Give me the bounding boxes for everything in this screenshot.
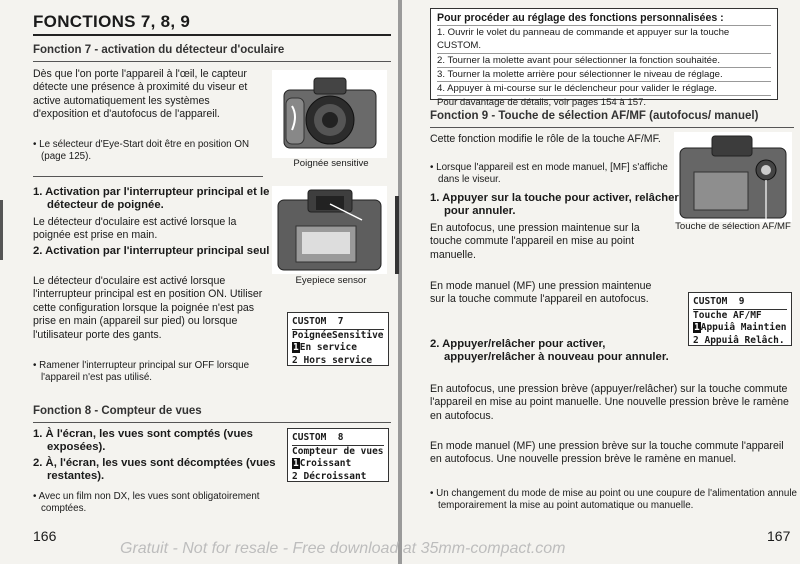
lcd-header: CUSTOM 7 — [292, 316, 384, 330]
procedure-box-title: Pour procéder au réglage des fonctions personnalisées : — [437, 12, 724, 24]
lcd-line-title: Touche AF/MF — [693, 309, 762, 321]
procedure-reference: Pour davantage de détails, voir pages 154 à 157. — [437, 95, 771, 109]
step-2-heading: 2. Appuyer/relâcher pour activer, appuyer/relâcher à nouveau pour annuler. — [430, 338, 669, 364]
step-2-heading: 2. À, l'écran, les vues sont décomptées (vues restantes). — [33, 457, 276, 483]
step-1-heading: 1. Activation par l'interrupteur principal et le détecteur de poignée. — [33, 186, 270, 212]
page-number-left: 166 — [33, 528, 57, 544]
procedure-box — [430, 8, 778, 109]
page-title: FONCTIONS 7, 8, 9 — [33, 12, 191, 31]
section-heading-fonction-7: Fonction 7 - activation du détecteur d'oculaire — [33, 44, 285, 56]
section-rule — [33, 176, 263, 177]
lcd-header: CUSTOM 9 — [693, 296, 787, 310]
lcd-line-title: PoignéeSensitive — [292, 329, 384, 341]
caption-eyepiece: Eyepiece sensor — [295, 275, 367, 286]
lcd-custom-7 — [287, 312, 389, 366]
lcd-option-2: Décroissant — [303, 470, 367, 482]
lcd-option-1: En service — [299, 342, 357, 353]
procedure-step-3: 3. Tourner la molette arrière pour sélectionner le niveau de réglage. — [437, 67, 771, 81]
lcd-option-1: Appuiâ Maintien — [700, 322, 787, 333]
caption-afmf: Touche de sélection AF/MF — [675, 221, 791, 232]
lcd-header: CUSTOM 8 — [292, 432, 384, 446]
lcd-line-title: Compteur de vues — [292, 445, 384, 457]
procedure-step-4: 4. Appuyer à mi-course sur le déclencheur pour valider le réglage. — [437, 81, 771, 95]
step-2-text-af: En autofocus, une pression brève (appuyer/relâcher) sur la touche commute l'appareil en mise au point manuelle. Une nouvelle pression brève le ramène en autofocus. — [430, 383, 789, 422]
section-rule — [33, 422, 391, 423]
step-2-text: Le détecteur d'oculaire est activé lorsque l'interrupteur principal est en position ON. Utiliser cette configuration lorsque la poignée n'est pas prise en main (appareil sur pied) ou lorsque l'utilisateur porte des gants. — [33, 275, 263, 341]
bullet-switch-off: • Ramener l'interrupteur principal sur OFF lorsque l'appareil n'est pas utilisé. — [33, 360, 250, 384]
right-page — [402, 0, 800, 564]
step-1-text-af: En autofocus, une pression maintenue sur la touche commute l'appareil en mise au point manuelle. — [430, 222, 640, 261]
section-rule — [430, 127, 794, 128]
watermark: Gratuit - Not for resale - Free download at 35mm-compact.com — [120, 540, 566, 557]
eyepiece-sensor-illustration — [272, 186, 387, 274]
section-heading-fonction-8: Fonction 8 - Compteur de vues — [33, 405, 202, 417]
bullet-mf-viewfinder: • Lorsque l'appareil est en mode manuel, [MF] s'affiche dans le viseur. — [430, 162, 668, 186]
procedure-step-1: 1. Ouvrir le volet du panneau de commande et appuyer sur la touche CUSTOM. — [437, 25, 771, 52]
section-rule — [33, 61, 391, 62]
bullet-focus-reset: • Un changement du mode de mise au point ou une coupure de l'alimentation annule temporairement la mise au point automatique ou manuelle. — [430, 488, 797, 512]
lcd-option-number: 1 — [293, 342, 299, 353]
lcd-option-1: Croissant — [299, 458, 352, 469]
bullet-dx-film: • Avec un film non DX, les vues sont obligatoirement comptées. — [33, 491, 260, 515]
step-2-heading: 2. Activation par l'interrupteur principal seul — [33, 245, 270, 257]
lcd-custom-9 — [688, 292, 792, 346]
page-edge-tab — [0, 200, 3, 260]
lcd-option-number: 2 — [292, 354, 298, 366]
step-1-heading: 1. À l'écran, les vues sont comptés (vues exposées). — [33, 428, 253, 454]
page-edge-tab — [395, 196, 399, 274]
title-rule — [33, 34, 391, 36]
page-number-right: 167 — [767, 528, 791, 544]
lcd-option-number: 2 — [292, 470, 298, 482]
caption-grip: Poignée sensitive — [293, 158, 369, 169]
step-2-text-mf: En mode manuel (MF) une pression brève sur la touche commute l'appareil en autofocus. Une nouvelle pression brève le ramène en manuel. — [430, 440, 784, 466]
section-heading-fonction-9: Fonction 9 - Touche de sélection AF/MF (autofocus/ manuel) — [430, 110, 759, 122]
lcd-option-number: 1 — [293, 458, 299, 469]
camera-grip-illustration — [272, 70, 387, 158]
intro-paragraph: Cette fonction modifie le rôle de la touche AF/MF. — [430, 133, 661, 145]
left-page — [0, 0, 398, 564]
bullet-eye-start: • Le sélecteur d'Eye-Start doit être en position ON (page 125). — [33, 139, 250, 163]
intro-paragraph: Dès que l'on porte l'appareil à l'œil, le capteur détecte une présence à proximité du viseur et active automatiquement les systèmes d'exposition et d'autofocus de l'appareil. — [33, 68, 248, 121]
step-1-heading: 1. Appuyer sur la touche pour activer, relâcher pour annuler. — [430, 192, 679, 218]
lcd-custom-8 — [287, 428, 389, 482]
step-1-text-mf: En mode manuel (MF) une pression maintenue sur la touche commute l'appareil en autofocus. — [430, 280, 652, 306]
lcd-option-2: Hors service — [303, 354, 373, 366]
step-1-text: Le détecteur d'oculaire est activé lorsque la poignée est prise en main. — [33, 216, 237, 242]
afmf-button-illustration — [674, 132, 792, 222]
lcd-option-2: Appuiâ Relâch. — [704, 334, 785, 346]
lcd-option-number: 2 — [693, 334, 699, 346]
procedure-step-2: 2. Tourner la molette avant pour sélectionner la fonction souhaitée. — [437, 53, 771, 67]
lcd-option-number: 1 — [694, 322, 700, 333]
